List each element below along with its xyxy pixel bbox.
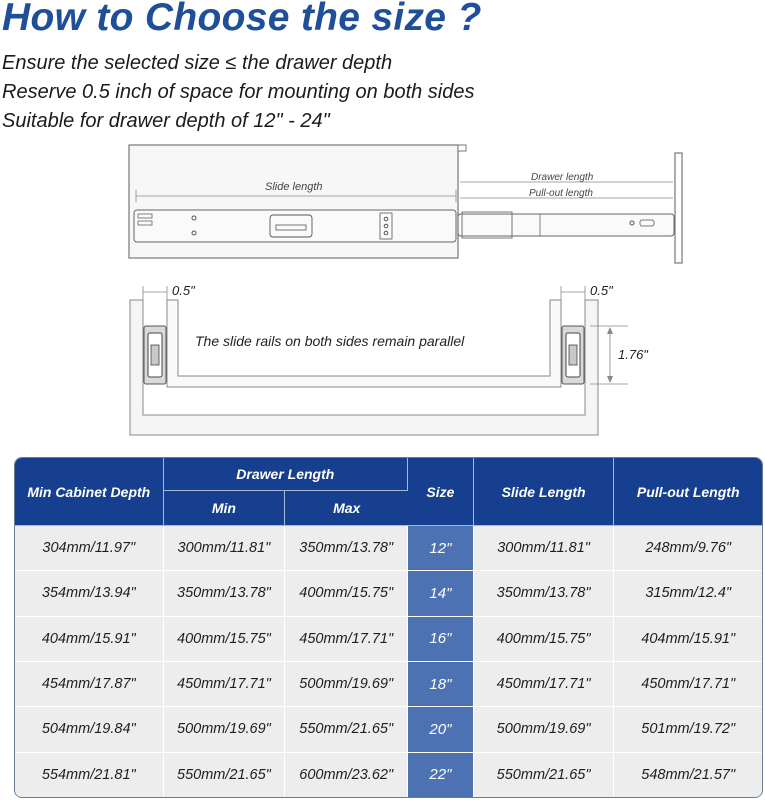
table-row bbox=[15, 753, 762, 797]
slide-length-cell: 300mm/11.81" bbox=[474, 526, 615, 571]
pullout-length-cell: 501mm/19.72" bbox=[614, 707, 762, 752]
size-cell: 20" bbox=[408, 707, 474, 752]
table-row bbox=[15, 617, 762, 662]
table-row bbox=[15, 707, 762, 752]
size-cell: 14" bbox=[408, 571, 474, 616]
cabinet-outline bbox=[130, 300, 598, 435]
intro-line-size-rule: Ensure the selected size ≤ the drawer depth bbox=[2, 52, 393, 74]
drawer-lip bbox=[458, 145, 466, 151]
cabinet-depth-cell: 404mm/15.91" bbox=[15, 617, 164, 662]
intro-line-drawer-depth: Suitable for drawer depth of 12" - 24" bbox=[2, 110, 330, 132]
header-min-cabinet-depth: Min Cabinet Depth bbox=[15, 458, 164, 526]
size-cell: 12" bbox=[408, 526, 474, 571]
rail-height-label: 1.76" bbox=[618, 347, 648, 362]
size-cell: 16" bbox=[408, 617, 474, 662]
right-rail-profile bbox=[562, 326, 584, 384]
header-size: Size bbox=[408, 458, 474, 526]
drawer-max-cell: 400mm/15.75" bbox=[285, 571, 408, 616]
cabinet-depth-cell: 304mm/11.97" bbox=[15, 526, 164, 571]
size-cell: 18" bbox=[408, 662, 474, 707]
drawer-max-cell: 350mm/13.78" bbox=[285, 526, 408, 571]
table-row bbox=[15, 571, 762, 616]
drawer-min-cell: 350mm/13.78" bbox=[164, 571, 286, 616]
drawer-min-cell: 300mm/11.81" bbox=[164, 526, 286, 571]
pullout-length-cell: 248mm/9.76" bbox=[614, 526, 762, 571]
left-rail-profile bbox=[144, 326, 166, 384]
drawer-min-cell: 450mm/17.71" bbox=[164, 662, 286, 707]
size-cell: 22" bbox=[408, 753, 474, 797]
slide-length-cell: 500mm/19.69" bbox=[474, 707, 615, 752]
drawer-max-cell: 550mm/21.65" bbox=[285, 707, 408, 752]
pullout-length-cell: 548mm/21.57" bbox=[614, 753, 762, 797]
right-gap-label: 0.5" bbox=[590, 283, 613, 298]
pullout-length-cell: 315mm/12.4" bbox=[614, 571, 762, 616]
cabinet-depth-cell: 454mm/17.87" bbox=[15, 662, 164, 707]
drawer-min-cell: 500mm/19.69" bbox=[164, 707, 286, 752]
pullout-length-label: Pull-out length bbox=[529, 188, 593, 199]
side-view-diagram bbox=[129, 145, 682, 263]
parallel-note: The slide rails on both sides remain parallel bbox=[195, 333, 465, 349]
intro-line-mounting-space: Reserve 0.5 inch of space for mounting on both sides bbox=[2, 81, 475, 103]
slide-length-cell: 400mm/15.75" bbox=[474, 617, 615, 662]
table-row bbox=[15, 662, 762, 707]
drawer-max-cell: 500mm/19.69" bbox=[285, 662, 408, 707]
slide-length-cell: 550mm/21.65" bbox=[474, 753, 615, 797]
cabinet-depth-cell: 504mm/19.84" bbox=[15, 707, 164, 752]
drawer-front-panel bbox=[675, 153, 682, 263]
table-row bbox=[15, 526, 762, 571]
size-table bbox=[14, 457, 763, 798]
front-view-diagram bbox=[130, 286, 628, 435]
slide-length-label: Slide length bbox=[265, 181, 323, 193]
drawer-min-cell: 400mm/15.75" bbox=[164, 617, 286, 662]
drawer-length-label: Drawer length bbox=[531, 172, 594, 183]
drawer-min-cell: 550mm/21.65" bbox=[164, 753, 286, 797]
header-drawer-length: Drawer Length bbox=[164, 458, 409, 491]
cabinet-depth-cell: 554mm/21.81" bbox=[15, 753, 164, 797]
pullout-length-cell: 404mm/15.91" bbox=[614, 617, 762, 662]
header-max: Max bbox=[285, 491, 408, 526]
slide-rail-extended bbox=[458, 214, 674, 236]
slide-length-cell: 350mm/13.78" bbox=[474, 571, 615, 616]
pullout-length-cell: 450mm/17.71" bbox=[614, 662, 762, 707]
header-slide-length: Slide Length bbox=[474, 458, 615, 526]
cabinet-depth-cell: 354mm/13.94" bbox=[15, 571, 164, 616]
header-pullout-length: Pull-out Length bbox=[614, 458, 762, 526]
page-title: How to Choose the size ? bbox=[2, 0, 482, 39]
slide-length-cell: 450mm/17.71" bbox=[474, 662, 615, 707]
drawer-max-cell: 600mm/23.62" bbox=[285, 753, 408, 797]
left-gap-label: 0.5" bbox=[172, 283, 195, 298]
header-min: Min bbox=[164, 491, 286, 526]
drawer-max-cell: 450mm/17.71" bbox=[285, 617, 408, 662]
